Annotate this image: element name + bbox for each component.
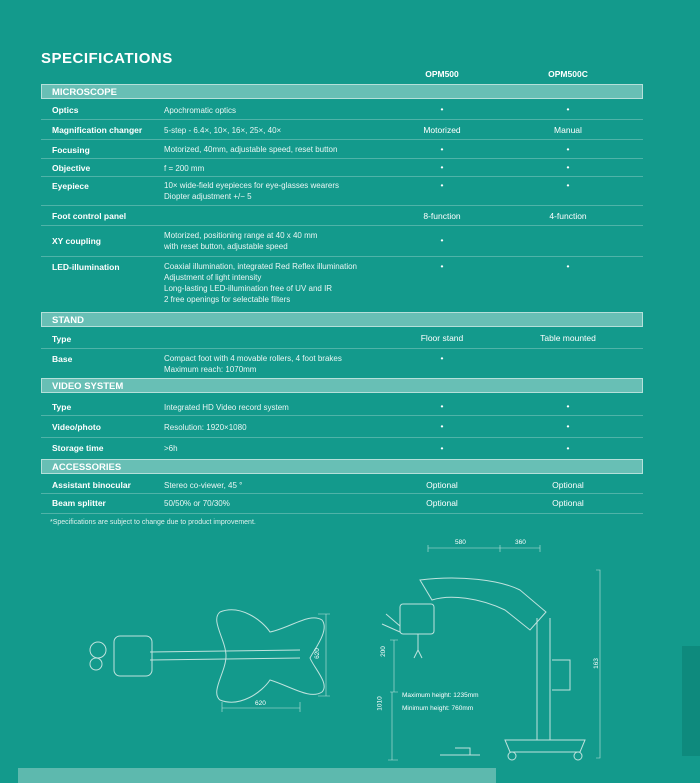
min-height-label: Minimum height: 760mm (402, 705, 474, 712)
table-row: XY coupling Motorized, positioning range at 40 x 40 mm with reset button, adjustable speed • (41, 226, 643, 257)
head-side-view (400, 604, 434, 634)
dimension-620-width: 620 (255, 700, 266, 707)
dimension-200: 200 (379, 646, 387, 657)
footer-bar (18, 768, 496, 783)
dimension-620-height: 620 (313, 648, 321, 659)
table-row: Assistant binocular Stereo co-viewer, 45 ° Optional Optional (41, 475, 643, 494)
table-row: Eyepiece 10× wide-field eyepieces for eye-glasses wearers Diopter adjustment +/− 5 • • (41, 177, 643, 206)
table-row: Storage time >6h • • (52, 443, 570, 453)
head-top-view (114, 636, 152, 676)
table-row: Optics Apochromatic optics • • (41, 100, 643, 120)
section-header-stand: STAND (41, 312, 643, 327)
column-header-opm500: OPM500 (425, 69, 459, 79)
dimension-163: 163 (592, 658, 600, 669)
table-row: Video/photo Resolution: 1920×1080 • • (41, 416, 643, 438)
base-star-outline (217, 610, 324, 702)
stand-arm (420, 578, 546, 630)
max-height-label: Maximum height: 1235mm (402, 692, 479, 699)
table-row: Objective f = 200 mm • • (41, 159, 643, 177)
table-row: Base Compact foot with 4 movable rollers, 4 foot brakes Maximum reach: 1070mm • (52, 353, 444, 374)
table-row: Focusing Motorized, 40mm, adjustable speed, reset button • • (41, 140, 643, 159)
table-row: Foot control panel 8-function 4-function (41, 206, 643, 226)
arm-top-view (150, 650, 300, 660)
table-row: Type Floor stand Table mounted (41, 328, 643, 349)
stand-column (537, 618, 550, 740)
section-header-accessories: ACCESSORIES (41, 459, 643, 474)
top-view-drawing (90, 610, 330, 712)
section-header-video-system: VIDEO SYSTEM (41, 378, 643, 393)
dimension-580: 580 (455, 539, 466, 546)
page-title: SPECIFICATIONS (41, 50, 173, 67)
table-row: Beam splitter 50/50% or 70/30% Optional Optional (41, 494, 643, 514)
section-header-microscope: MICROSCOPE (41, 84, 643, 99)
table-row: Type Integrated HD Video record system • • (41, 394, 643, 416)
column-header-opm500c: OPM500C (548, 69, 588, 79)
table-row: LED-illumination Coaxial illumination, integrated Red Reflex illumination Adjustment of light intensity Long-lasting LED-illumination free of UV and IR 2 free openings for selectable filters • • (52, 261, 570, 304)
side-tab (682, 646, 700, 756)
footnote: *Specifications are subject to change due to product improvement. (50, 519, 256, 526)
dimension-1010: 1010 (376, 696, 384, 711)
dimension-360: 360 (515, 539, 526, 546)
table-row: Magnification changer 5-step - 6.4×, 10×, 16×, 25×, 40× Motorized Manual (41, 120, 643, 140)
stand-base (505, 740, 585, 752)
